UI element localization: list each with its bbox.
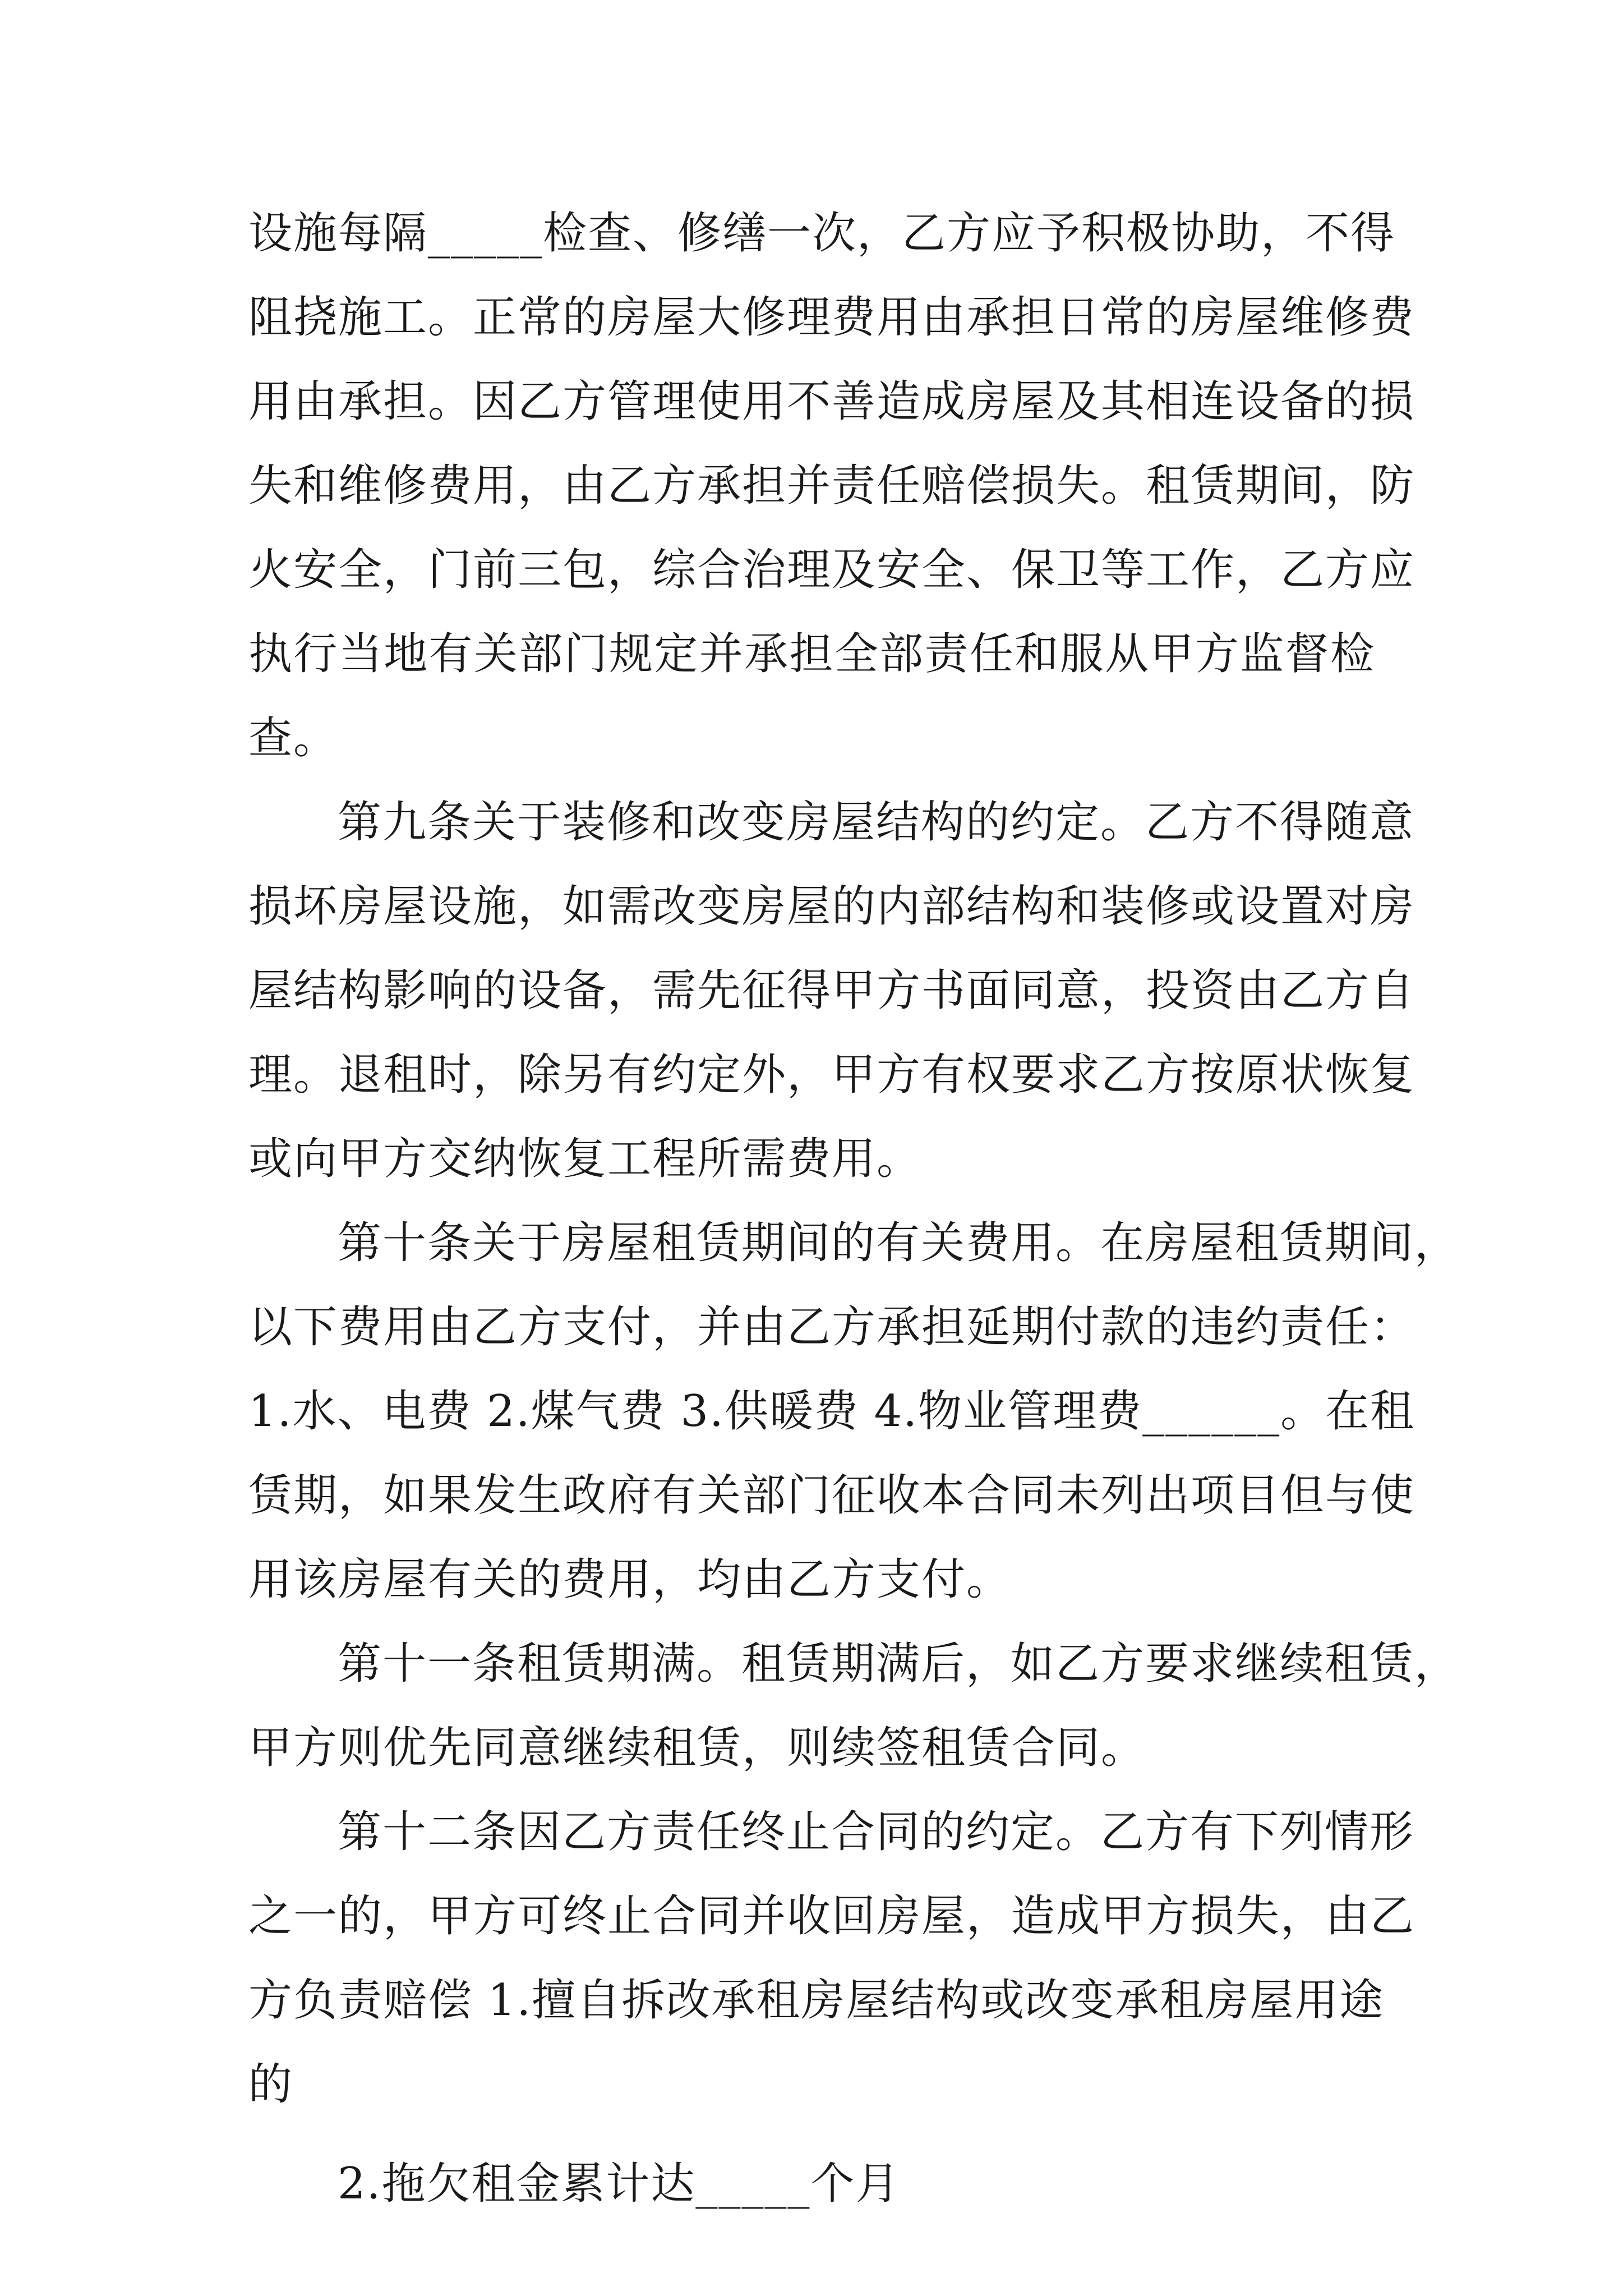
text-line: 用由承担。因乙方管理使用不善造成房屋及其相连设备的损 [248,376,1415,427]
text-line: 的 [248,2059,294,2110]
text-line: 赁期，如果发生政府有关部门征收本合同未列出项目但与使 [248,1470,1415,1521]
paragraph-start-article-12: 第十二条因乙方责任终止合同的约定。乙方有下列情形 [338,1807,1415,1857]
text-line: 设施每隔_____检查、修缮一次，乙方应予积极协助，不得 [248,208,1396,259]
text-line: 执行当地有关部门规定并承担全部责任和服从甲方监督检 [248,629,1375,679]
paragraph-start-article-11: 第十一条租赁期满。租赁期满后，如乙方要求继续租赁， [338,1639,1460,1689]
text-line: 之一的，甲方可终止合同并收回房屋，造成甲方损失，由乙 [248,1891,1415,1941]
text-line: 损坏房屋设施，如需改变房屋的内部结构和装修或设置对房 [248,881,1415,932]
text-line: 查。 [248,713,339,763]
text-line: 以下费用由乙方支付，并由乙方承担延期付款的违约责任： [248,1302,1415,1352]
text-line: 屋结构影响的设备，需先征得甲方书面同意，投资由乙方自 [248,965,1415,1016]
text-line: 甲方则优先同意继续租赁，则续签租赁合同。 [248,1723,1146,1773]
text-line: 理。退租时，除另有约定外，甲方有权要求乙方按原状恢复 [248,1050,1415,1100]
text-line: 用该房屋有关的费用，均由乙方支付。 [248,1554,1012,1605]
list-item-2: 2.拖欠租金累计达_____个月 [338,2159,901,2209]
text-line: 火安全，门前三包，综合治理及安全、保卫等工作，乙方应 [248,545,1415,595]
text-line: 或向甲方交纳恢复工程所需费用。 [248,1134,922,1184]
text-line: 阻挠施工。正常的房屋大修理费用由承担日常的房屋维修费 [248,292,1415,343]
text-line: 1.水、电费 2.煤气费 3.供暖费 4.物业管理费______。在租 [248,1386,1415,1437]
paragraph-start-article-9: 第九条关于装修和改变房屋结构的约定。乙方不得随意 [338,797,1415,848]
text-line: 失和维修费用，由乙方承担并责任赔偿损失。租赁期间，防 [248,461,1415,511]
text-line: 方负责赔偿 1.擅自拆改承租房屋结构或改变承租房屋用途 [248,1975,1385,2026]
paragraph-start-article-10: 第十条关于房屋租赁期间的有关费用。在房屋租赁期间， [338,1218,1460,1268]
